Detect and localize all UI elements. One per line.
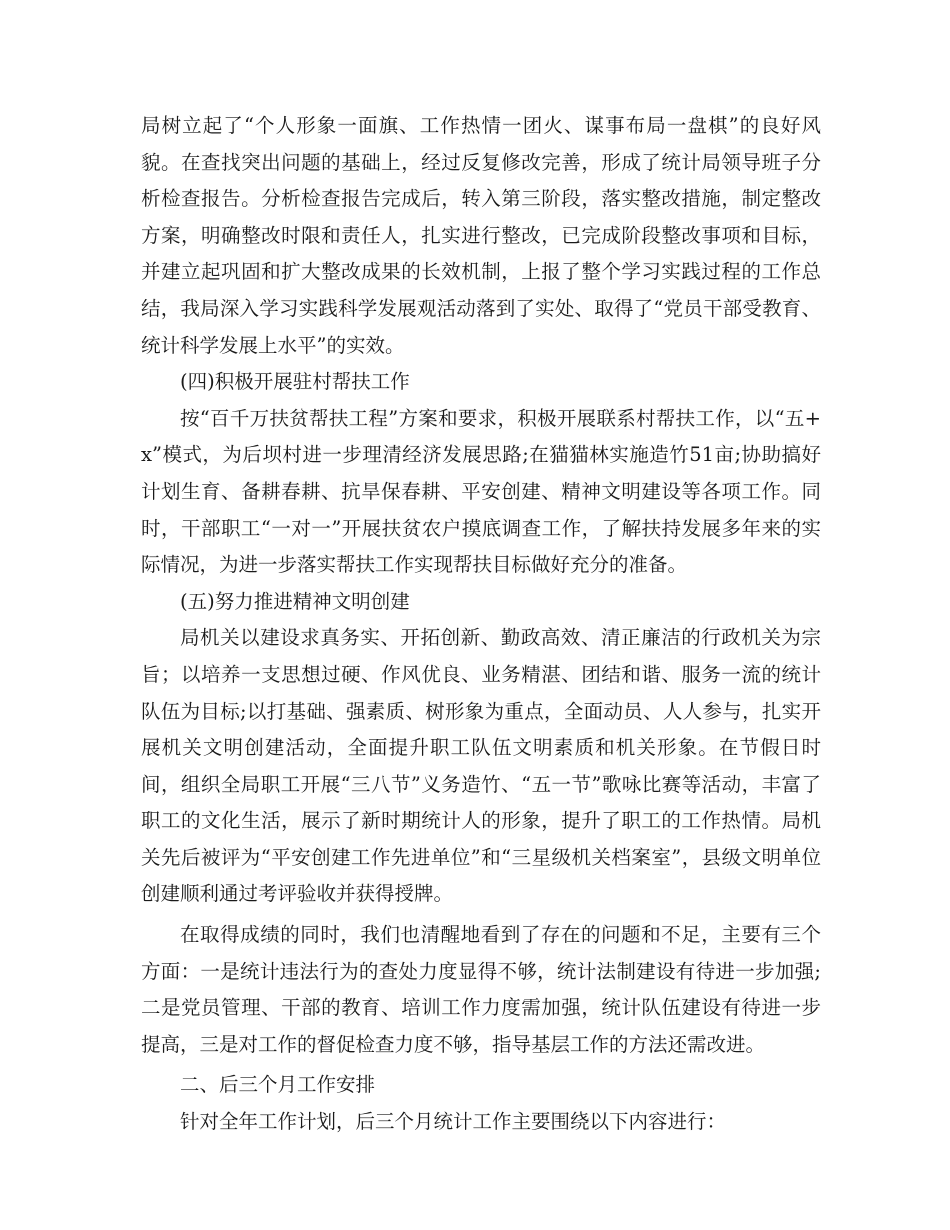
heading-spiritual-civilization: (五)努力推进精神文明创建 (180, 589, 410, 613)
heading-village-assistance: (四)积极开展驻村帮扶工作 (180, 370, 410, 394)
paragraph-problems-shortcomings: 在取得成绩的同时，我们也清醒地看到了存在的问题和不足，主要有三个方面：一是统计违法行为的查处力度显得不够，统计法制建设有待进一步加强;二是党员管理、干部的教育、培训工作力度需加强，统计队伍建设有待进一步提高，三是对工作的督促检查力度不够，指导基层工作的方法还需改进。 (141, 923, 821, 1056)
paragraph-next-three-months-intro: 针对全年工作计划，后三个月统计工作主要围绕以下内容进行： (180, 1110, 727, 1134)
heading-next-three-months: 二、后三个月工作安排 (180, 1073, 376, 1097)
paragraph-village-assistance: 按“百千万扶贫帮扶工程”方案和要求，积极开展联系村帮扶工作，以“五+x”模式，为后坝村进一步理清经济发展思路;在猫猫林实施造竹51亩;协助搞好计划生育、备耕春耕、抗旱保春耕、平安创建、精神文明建设等各项工作。同时，干部职工“一对一”开展扶贫农户摸底调查工作，了解扶持发展多年来的实际情况，为进一步落实帮扶工作实现帮扶目标做好充分的准备。 (141, 406, 821, 577)
paragraph-spiritual-civilization: 局机关以建设求真务实、开拓创新、勤政高效、清正廉洁的行政机关为宗旨；以培养一支思想过硬、作风优良、业务精湛、团结和谐、服务一流的统计队伍为目标;以打基础、强素质、树形象为重点，全面动员、人人参与，扎实开展机关文明创建活动，全面提升职工队伍文明素质和机关形象。在节假日时间，组织全局职工开展“三八节”义务造竹、“五一节”歌咏比赛等活动，丰富了职工的文化生活，展示了新时期统计人的形象，提升了职工的工作热情。局机关先后被评为“平安创建工作先进单位”和“三星级机关档案室”，县级文明单位创建顺利通过考评验收并获得授牌。 (141, 626, 821, 906)
paragraph-study-practice-summary: 局树立起了“个人形象一面旗、工作热情一团火、谋事布局一盘棋”的良好风貌。在查找突出问题的基础上，经过反复修改完善，形成了统计局领导班子分析检查报告。分析检查报告完成后，转入第三阶段，落实整改措施，制定整改方案，明确整改时限和责任人，扎实进行整改，已完成阶段整改事项和目标，并建立起巩固和扩大整改成果的长效机制，上报了整个学习实践过程的工作总结，我局深入学习实践科学发展观活动落到了实处、取得了“党员干部受教育、统计科学发展上水平”的实效。 (141, 114, 821, 357)
document-page (141, 108, 821, 1141)
